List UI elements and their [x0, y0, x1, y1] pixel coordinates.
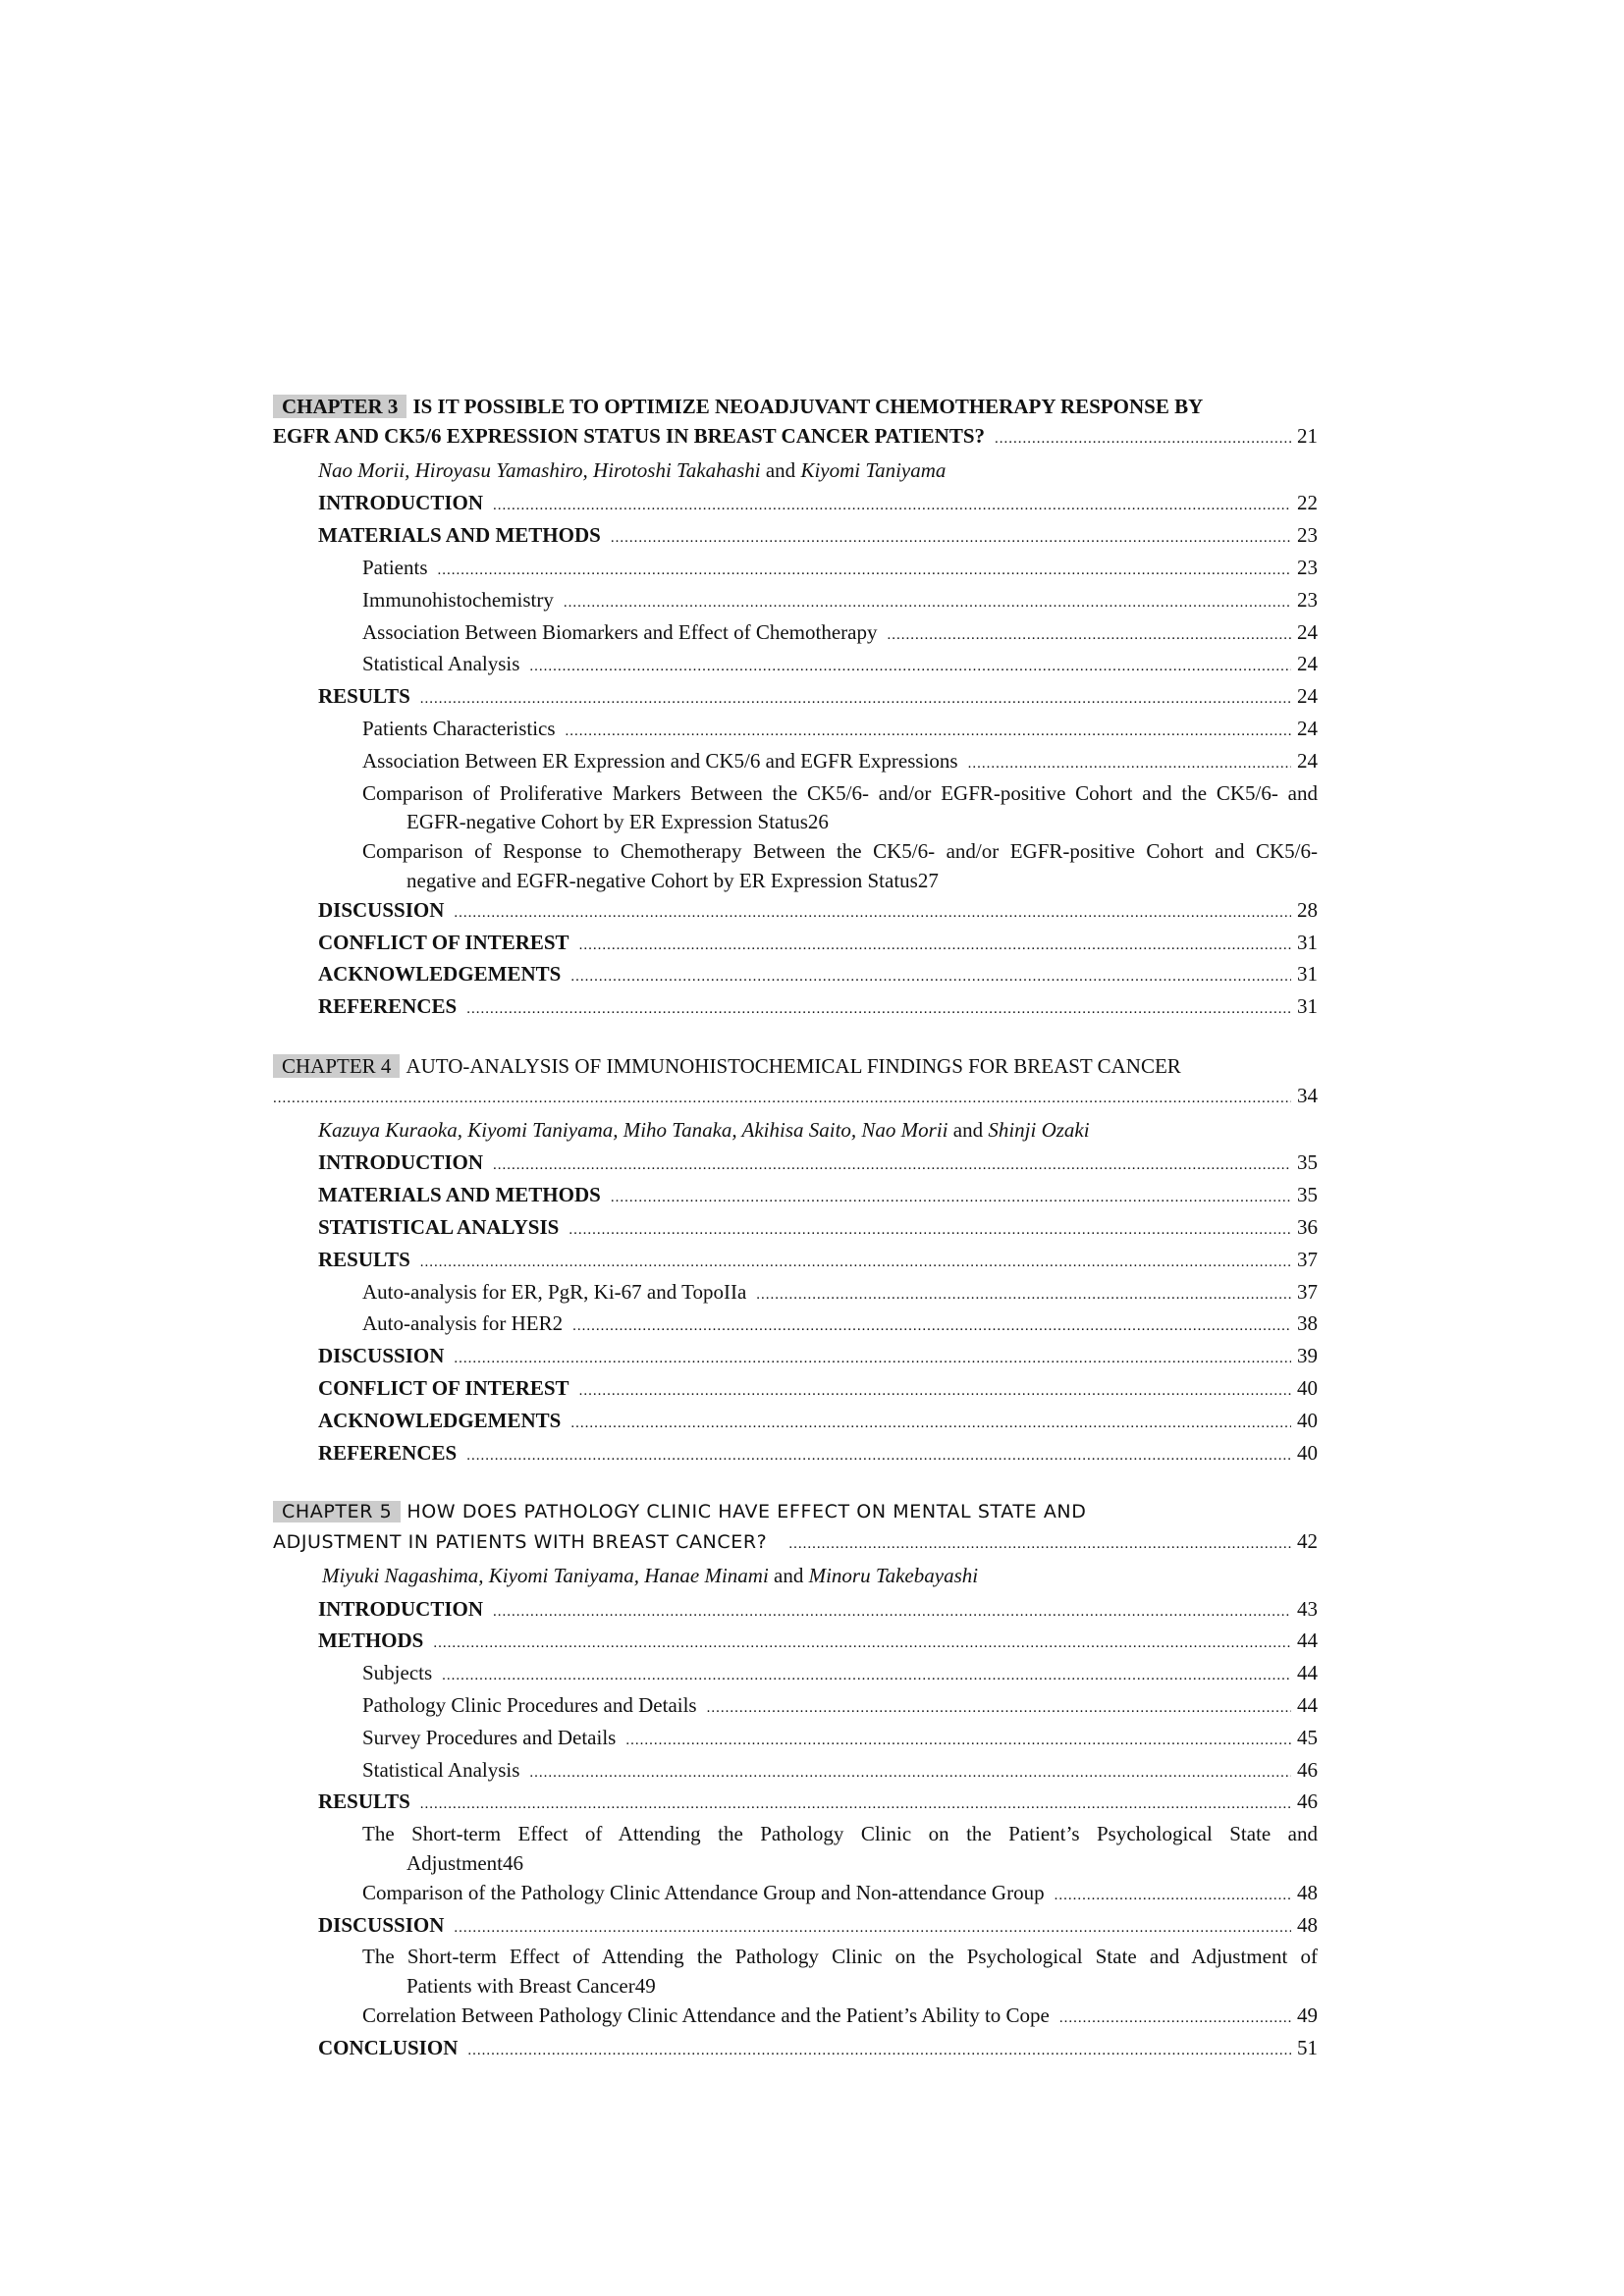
dot-leader [420, 1249, 1291, 1278]
dot-leader [438, 557, 1292, 586]
dot-leader [572, 1312, 1291, 1342]
dot-leader [756, 1281, 1291, 1310]
dot-leader [466, 995, 1291, 1025]
toc-entry[interactable]: CONFLICT OF INTEREST ..... 31 [273, 929, 1318, 961]
chapter-heading-tail [273, 1082, 1318, 1114]
chapter-heading [273, 1052, 1318, 1082]
toc-subentry[interactable]: Immunohistochemistry ..... 23 [273, 586, 1318, 618]
dot-leader [420, 1790, 1291, 1820]
toc-subentry[interactable]: The Short-term Effect of Attending the Pathology Clinic on the Patient’s Psychological State and Adjustment 46 [362, 1822, 1318, 1876]
toc-entry[interactable]: CONCLUSION ..... 51 [273, 2034, 1318, 2066]
dot-leader [564, 589, 1291, 618]
toc-subentry[interactable]: Comparison of the Pathology Clinic Attendance Group and Non-attendance Group ..... 48 [273, 1879, 1318, 1911]
toc-entry[interactable]: DISCUSSION ..... 39 [273, 1342, 1318, 1374]
toc-entry[interactable]: ACKNOWLEDGEMENTS ..... 40 [273, 1407, 1318, 1439]
dot-leader [570, 1410, 1291, 1439]
dot-leader [529, 1759, 1291, 1789]
dot-leader [707, 1694, 1291, 1724]
toc-subentry[interactable]: Statistical Analysis ..... 46 [273, 1756, 1318, 1789]
dot-leader [493, 492, 1291, 521]
toc-subentry[interactable]: The Short-term Effect of Attending the Pathology Clinic on the Psychological State and Adjustment of Patients with Breast Cancer 49 [362, 1945, 1318, 1999]
toc-entry[interactable]: MATERIALS AND METHODS ..... 35 [273, 1181, 1318, 1213]
toc-entry[interactable]: INTRODUCTION ..... 35 [273, 1148, 1318, 1181]
dot-leader [493, 1598, 1291, 1628]
toc-subentry[interactable]: Correlation Between Pathology Clinic Attendance and the Patient’s Ability to Cope ..... 49 [273, 2002, 1318, 2034]
dot-leader [466, 1442, 1291, 1471]
toc-subentry[interactable]: Statistical Analysis ..... 24 [273, 650, 1318, 682]
chapter-page-number: 21 [1297, 423, 1318, 448]
dot-leader [995, 425, 1291, 454]
chapter-heading-tail [273, 422, 1318, 454]
dot-leader [788, 1530, 1291, 1560]
chapter-5-section [273, 1498, 1318, 2065]
toc-entry[interactable]: RESULTS ..... 24 [273, 682, 1318, 715]
dot-leader [570, 963, 1291, 992]
chapter-authors: Kazuya Kuraoka, Kiyomi Taniyama, Miho Tanaka, Akihisa Saito, Nao Morii and Shinji Ozaki [318, 1117, 1090, 1142]
toc-entry[interactable]: RESULTS ..... 37 [273, 1246, 1318, 1278]
toc-entry[interactable]: INTRODUCTION ..... 43 [273, 1595, 1318, 1628]
toc-entry[interactable]: REFERENCES ..... 40 [273, 1439, 1318, 1471]
dot-leader [454, 1914, 1291, 1944]
chapter-title-line1: HOW DOES PATHOLOGY CLINIC HAVE EFFECT ON MENTAL STATE AND [406, 1501, 1087, 1523]
dot-leader [1055, 1882, 1291, 1911]
chapter-label: CHAPTER 5 [273, 1501, 401, 1522]
dot-leader [467, 2037, 1291, 2066]
chapter-title-line2: EGFR AND CK5/6 EXPRESSION STATUS IN BREAST CANCER PATIENTS? [273, 423, 986, 448]
chapter-authors: Miyuki Nagashima, Kiyomi Taniyama, Hanae Minami and Minoru Takebayashi [322, 1563, 979, 1587]
dot-leader [420, 685, 1291, 715]
dot-leader [273, 1085, 1291, 1114]
dot-leader [454, 899, 1291, 929]
dot-leader [579, 932, 1291, 961]
chapter-3-section [273, 393, 1318, 1025]
dot-leader [1059, 2004, 1291, 2034]
dot-leader [566, 718, 1291, 747]
toc-subentry[interactable]: Auto-analysis for HER2 ..... 38 [273, 1309, 1318, 1342]
dot-leader [887, 621, 1291, 651]
toc-entry[interactable]: STATISTICAL ANALYSIS ..... 36 [273, 1213, 1318, 1246]
toc-entry[interactable]: RESULTS ..... 46 [273, 1788, 1318, 1820]
dot-leader [454, 1345, 1291, 1374]
chapter-heading [273, 393, 1318, 422]
dot-leader [442, 1662, 1291, 1691]
dot-leader [611, 1184, 1291, 1213]
chapter-heading-tail [273, 1527, 1318, 1560]
dot-leader [529, 653, 1291, 682]
toc-subentry[interactable]: Survey Procedures and Details ..... 45 [273, 1724, 1318, 1756]
toc-entry[interactable]: CONFLICT OF INTEREST ..... 40 [273, 1374, 1318, 1407]
dot-leader [568, 1216, 1291, 1246]
chapter-4-section [273, 1052, 1318, 1470]
toc-entry[interactable]: INTRODUCTION ..... 22 [273, 489, 1318, 521]
toc-entry[interactable]: DISCUSSION ..... 28 [273, 896, 1318, 929]
toc-entry[interactable]: DISCUSSION ..... 48 [273, 1911, 1318, 1944]
chapter-title-line2: ADJUSTMENT IN PATIENTS WITH BREAST CANCER? [273, 1531, 768, 1554]
toc-entry[interactable]: REFERENCES ..... 31 [273, 992, 1318, 1025]
toc-subentry[interactable]: Patients ..... 23 [273, 554, 1318, 586]
toc-subentry[interactable]: Association Between Biomarkers and Effect of Chemotherapy ..... 24 [273, 618, 1318, 651]
toc-subentry[interactable]: Comparison of Proliferative Markers Between the CK5/6- and/or EGFR-positive Cohort and the CK5/6- and EGFR-negative Cohort by ER Expression Status 26 [362, 780, 1318, 834]
dot-leader [579, 1377, 1291, 1407]
chapter-title-line1: AUTO-ANALYSIS OF IMMUNOHISTOCHEMICAL FINDINGS FOR BREAST CANCER [406, 1053, 1181, 1078]
chapter-label: CHAPTER 3 [273, 395, 406, 418]
chapter-page-number: 34 [1297, 1083, 1318, 1107]
table-of-contents [273, 393, 1318, 2066]
toc-entry[interactable]: METHODS ..... 44 [273, 1627, 1318, 1659]
toc-subentry[interactable]: Association Between ER Expression and CK5/6 and EGFR Expressions ..... 24 [273, 747, 1318, 779]
dot-leader [493, 1151, 1291, 1181]
toc-entry[interactable]: MATERIALS AND METHODS ..... 23 [273, 521, 1318, 554]
toc-subentry[interactable]: Patients Characteristics ..... 24 [273, 715, 1318, 747]
toc-subentry[interactable]: Pathology Clinic Procedures and Details ..... 44 [273, 1691, 1318, 1724]
toc-entry[interactable]: ACKNOWLEDGEMENTS ..... 31 [273, 960, 1318, 992]
chapter-title-line1: IS IT POSSIBLE TO OPTIMIZE NEOADJUVANT CHEMOTHERAPY RESPONSE BY [412, 395, 1204, 418]
toc-subentry[interactable]: Subjects ..... 44 [273, 1659, 1318, 1691]
toc-subentry[interactable]: Auto-analysis for ER, PgR, Ki-67 and TopoIIa ..... 37 [273, 1278, 1318, 1310]
dot-leader [625, 1727, 1291, 1756]
dot-leader [968, 750, 1291, 779]
chapter-label: CHAPTER 4 [273, 1054, 400, 1078]
chapter-authors: Nao Morii, Hiroyasu Yamashiro, Hirotoshi Takahashi and Kiyomi Taniyama [318, 457, 947, 482]
chapter-heading [273, 1498, 1318, 1527]
chapter-page-number: 42 [1297, 1529, 1318, 1554]
toc-subentry[interactable]: Comparison of Response to Chemotherapy Between the CK5/6- and/or EGFR-positive Cohort and CK5/6- negative and EGFR-negative Cohort by ER Expression Status 27 [362, 839, 1318, 892]
dot-leader [433, 1629, 1291, 1659]
dot-leader [611, 524, 1291, 554]
